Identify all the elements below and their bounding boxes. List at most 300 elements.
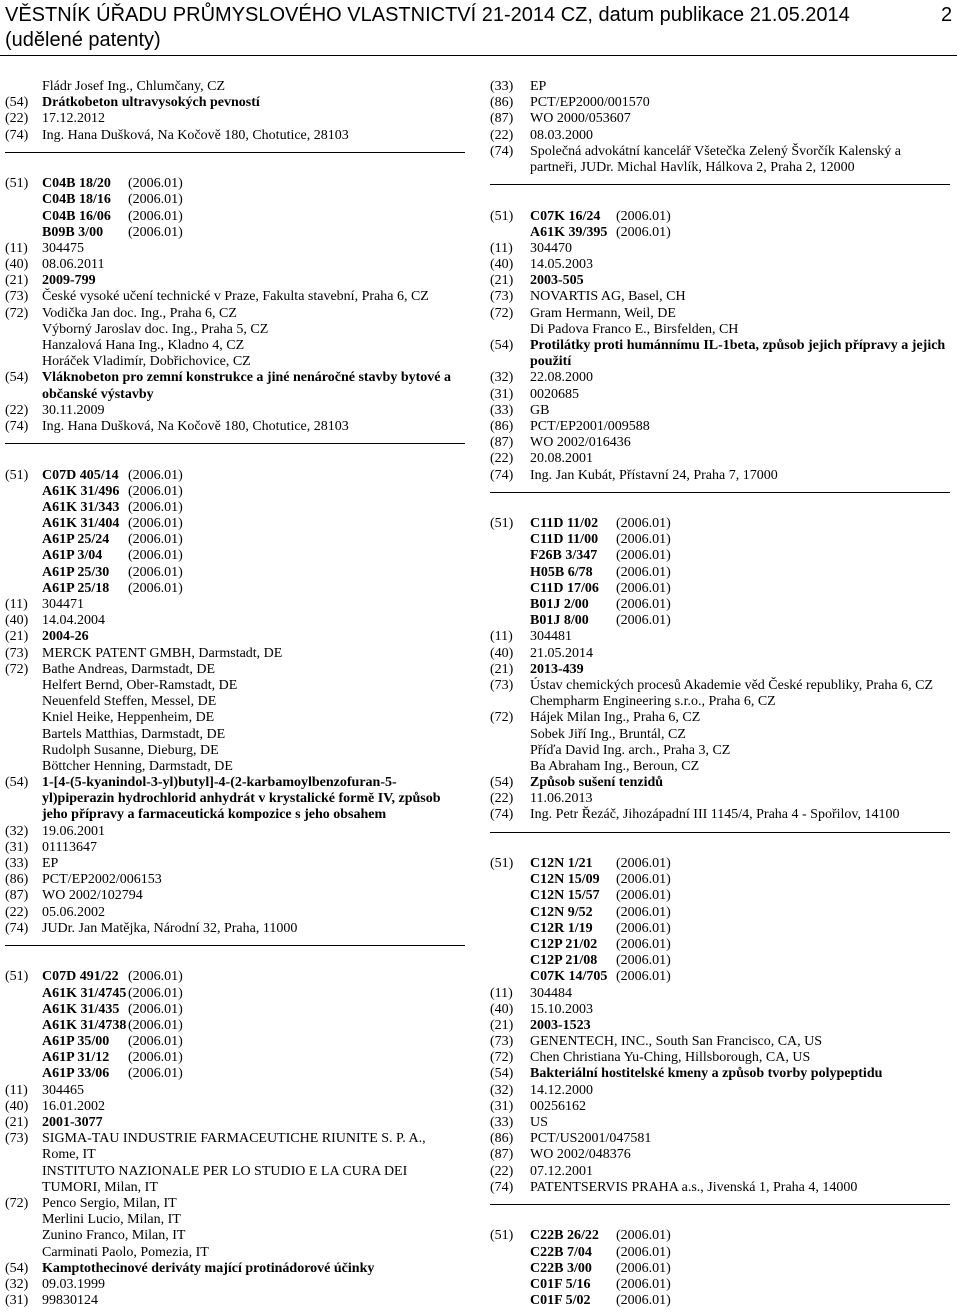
patent-number-text: 304484 bbox=[530, 985, 572, 1001]
ipc-classification-field bbox=[5, 468, 465, 598]
patent-number-field bbox=[490, 629, 950, 645]
priority-date-line bbox=[490, 370, 950, 386]
inid-code: (32) bbox=[490, 1082, 514, 1098]
filing-date-text: 11.06.2013 bbox=[530, 791, 593, 807]
representative-text: JUDr. Jan Matějka, Národní 32, Praha, 11000 bbox=[42, 920, 298, 936]
priority-country-field bbox=[490, 403, 950, 419]
patent-number-field bbox=[5, 597, 465, 613]
application-publication-date-field bbox=[490, 646, 950, 662]
ipc-classification-line bbox=[5, 516, 465, 532]
ipc-classification-line bbox=[5, 192, 465, 208]
ipc-classification-line bbox=[490, 969, 950, 985]
inventor-text: Chen Christiana Yu-Ching, Hillsborough, CA, US bbox=[530, 1050, 811, 1066]
ipc-classification-line bbox=[5, 1034, 465, 1050]
pct-publication-text: WO 2002/048376 bbox=[530, 1147, 631, 1163]
inid-code: (40) bbox=[490, 645, 514, 661]
application-number-field bbox=[5, 629, 465, 645]
ipc-classification-line bbox=[490, 1245, 950, 1261]
patent-owner-text: Ústav chemických procesů Akademie věd České republiky, Praha 6, CZ bbox=[530, 677, 934, 693]
continued-entry-field bbox=[5, 79, 465, 95]
continued-entry-line bbox=[5, 79, 465, 95]
ipc-classification-line bbox=[490, 209, 950, 225]
inid-code: (51) bbox=[490, 208, 514, 224]
inid-code: (51) bbox=[490, 1228, 514, 1244]
inid-code: (40) bbox=[490, 1001, 514, 1017]
application-publication-date-field bbox=[5, 613, 465, 629]
classification-version: (2006.01) bbox=[616, 888, 671, 904]
classification-symbol: A61K 31/4745 bbox=[42, 985, 127, 1001]
patent-number-field bbox=[490, 986, 950, 1002]
pct-publication-field bbox=[5, 888, 465, 904]
patent-number-line bbox=[490, 986, 950, 1002]
patent-owner-line bbox=[490, 694, 950, 710]
classification-symbol: C12P 21/08 bbox=[530, 953, 598, 969]
inventor-text: Hanzalová Hana Ing., Kladno 4, CZ bbox=[42, 338, 245, 354]
patent-entry bbox=[490, 79, 950, 176]
classification-symbol: C12N 15/09 bbox=[530, 872, 600, 888]
inid-code: (22) bbox=[490, 1163, 514, 1179]
pct-application-line bbox=[490, 419, 950, 435]
patent-owner-line bbox=[5, 289, 465, 305]
classification-symbol: A61P 35/00 bbox=[42, 1034, 110, 1050]
application-publication-date-line bbox=[5, 613, 465, 629]
patent-owner-field bbox=[5, 289, 465, 305]
ipc-classification-line bbox=[5, 1018, 465, 1034]
classification-symbol: A61K 31/404 bbox=[42, 516, 120, 532]
ipc-classification-line bbox=[5, 548, 465, 564]
inventor-line bbox=[5, 662, 465, 678]
inventor-text: Carminati Paolo, Pomezia, IT bbox=[42, 1244, 209, 1260]
classification-version: (2006.01) bbox=[616, 564, 671, 580]
application-number-text: 2001-3077 bbox=[42, 1115, 103, 1131]
patent-title-line bbox=[5, 1261, 465, 1277]
inventor-line bbox=[490, 743, 950, 759]
patent-owner-text: TUMORI, Milan, IT bbox=[42, 1179, 158, 1195]
filing-date-line bbox=[5, 905, 465, 921]
filing-date-field bbox=[490, 791, 950, 807]
inid-code: (74) bbox=[490, 807, 514, 823]
pct-publication-line bbox=[490, 111, 950, 127]
patent-number-line bbox=[490, 241, 950, 257]
classification-version: (2006.01) bbox=[616, 969, 671, 985]
ipc-classification-line bbox=[490, 856, 950, 872]
pct-application-line bbox=[490, 95, 950, 111]
inid-code: (86) bbox=[490, 95, 514, 111]
patent-title-field bbox=[5, 1261, 465, 1277]
application-number-line bbox=[5, 629, 465, 645]
filing-date-line bbox=[490, 128, 950, 144]
representative-text: PATENTSERVIS PRAHA a.s., Jivenská 1, Praha 4, 14000 bbox=[530, 1179, 858, 1195]
inid-code: (11) bbox=[490, 629, 513, 645]
ipc-classification-line bbox=[5, 484, 465, 500]
classification-version: (2006.01) bbox=[128, 467, 183, 483]
filing-date-line bbox=[490, 451, 950, 467]
patent-entry bbox=[490, 516, 950, 824]
application-number-text: 2004-26 bbox=[42, 629, 89, 645]
priority-number-field bbox=[490, 1099, 950, 1115]
patent-number-text: 304471 bbox=[42, 597, 84, 613]
inid-code: (31) bbox=[490, 1098, 514, 1114]
application-number-line bbox=[490, 662, 950, 678]
filing-date-line bbox=[490, 1164, 950, 1180]
inid-code: (74) bbox=[490, 1179, 514, 1195]
priority-date-text: 14.12.2000 bbox=[530, 1082, 593, 1098]
patent-title-field bbox=[5, 370, 465, 402]
inid-code: (51) bbox=[5, 467, 29, 483]
inid-code: (51) bbox=[5, 176, 29, 192]
classification-version: (2006.01) bbox=[616, 516, 671, 532]
classification-symbol: C12N 9/52 bbox=[530, 904, 593, 920]
representative-text: Společná advokátní kancelář Všetečka Zelený Švorčík Kalenský a bbox=[530, 143, 901, 159]
inid-code: (72) bbox=[5, 305, 29, 321]
patent-owner-text: GENENTECH, INC., South San Francisco, CA, US bbox=[530, 1034, 823, 1050]
classification-symbol: A61P 3/04 bbox=[42, 548, 103, 564]
ipc-classification-line bbox=[5, 1050, 465, 1066]
inid-code: (51) bbox=[490, 516, 514, 532]
filing-date-field bbox=[490, 451, 950, 467]
ipc-classification-field bbox=[490, 516, 950, 629]
classification-symbol: C01F 5/16 bbox=[530, 1276, 591, 1292]
patent-title-field bbox=[490, 338, 950, 370]
ipc-classification-line bbox=[5, 209, 465, 225]
inventor-line bbox=[5, 1196, 465, 1212]
inventor-text: Vodička Jan doc. Ing., Praha 6, CZ bbox=[42, 305, 237, 321]
classification-version: (2006.01) bbox=[128, 969, 183, 985]
patent-number-field bbox=[490, 241, 950, 257]
classification-version: (2006.01) bbox=[128, 483, 183, 499]
filing-date-text: 05.06.2002 bbox=[42, 904, 105, 920]
ipc-classification-line bbox=[490, 613, 950, 629]
patent-owner-field bbox=[490, 1034, 950, 1050]
right-column bbox=[490, 79, 950, 1309]
classification-version: (2006.01) bbox=[616, 224, 671, 240]
entry-separator-rule bbox=[490, 824, 950, 856]
classification-version: (2006.01) bbox=[128, 532, 183, 548]
patent-title-line bbox=[5, 370, 465, 386]
inid-code: (74) bbox=[5, 920, 29, 936]
classification-version: (2006.01) bbox=[128, 1050, 183, 1066]
patent-owner-line bbox=[490, 678, 950, 694]
patent-entry bbox=[490, 209, 950, 484]
classification-symbol: C12N 1/21 bbox=[530, 856, 593, 872]
priority-date-field bbox=[5, 1277, 465, 1293]
inid-code: (73) bbox=[490, 677, 514, 693]
patent-owner-line bbox=[490, 289, 950, 305]
inventor-text: Sobek Jiří Ing., Bruntál, CZ bbox=[530, 726, 686, 742]
representative-line bbox=[490, 807, 950, 823]
inventor-line bbox=[5, 322, 465, 338]
filing-date-field bbox=[490, 1164, 950, 1180]
application-publication-date-text: 16.01.2002 bbox=[42, 1098, 105, 1114]
classification-symbol: A61P 31/12 bbox=[42, 1050, 110, 1066]
inid-code: (11) bbox=[490, 985, 513, 1001]
inventor-field bbox=[5, 1196, 465, 1261]
patent-number-text: 304470 bbox=[530, 240, 572, 256]
inid-code: (11) bbox=[5, 1082, 28, 1098]
patent-title-line bbox=[5, 791, 465, 807]
ipc-classification-field bbox=[5, 969, 465, 1082]
inventor-text: Zunino Franco, Milan, IT bbox=[42, 1228, 186, 1244]
priority-country-line bbox=[490, 1115, 950, 1131]
classification-version: (2006.01) bbox=[616, 920, 671, 936]
continued-entry-text: Fládr Josef Ing., Chlumčany, CZ bbox=[42, 79, 226, 94]
inid-code: (87) bbox=[5, 888, 29, 904]
inid-code: (22) bbox=[490, 791, 514, 807]
patent-title-line bbox=[5, 775, 465, 791]
inid-code: (22) bbox=[5, 904, 29, 920]
application-publication-date-field bbox=[490, 257, 950, 273]
application-publication-date-text: 14.05.2003 bbox=[530, 257, 593, 273]
patent-title-text: Způsob sušení tenzidů bbox=[530, 775, 664, 791]
classification-version: (2006.01) bbox=[128, 192, 183, 208]
inid-code: (32) bbox=[490, 370, 514, 386]
page-number: 2 bbox=[941, 4, 953, 26]
inid-code: (54) bbox=[5, 775, 29, 791]
priority-number-text: 0020685 bbox=[530, 386, 579, 402]
inid-code: (51) bbox=[5, 969, 29, 985]
patent-title-line bbox=[5, 807, 465, 823]
patent-owner-line bbox=[5, 1131, 465, 1147]
ipc-classification-line bbox=[5, 468, 465, 484]
inid-code: (74) bbox=[490, 143, 514, 159]
inid-code: (73) bbox=[5, 1131, 29, 1147]
application-publication-date-field bbox=[5, 257, 465, 273]
patent-title-line bbox=[490, 775, 950, 791]
inid-code: (87) bbox=[490, 435, 514, 451]
patent-owner-text: NOVARTIS AG, Basel, CH bbox=[530, 289, 686, 305]
patent-title-line bbox=[490, 354, 950, 370]
patent-number-line bbox=[5, 241, 465, 257]
inventor-text: Hájek Milan Ing., Praha 6, CZ bbox=[530, 710, 701, 726]
priority-country-field bbox=[5, 856, 465, 872]
ipc-classification-line bbox=[490, 1277, 950, 1293]
ipc-classification-line bbox=[490, 905, 950, 921]
inventor-text: Výborný Jaroslav doc. Ing., Praha 5, CZ bbox=[42, 321, 269, 337]
classification-symbol: A61P 25/30 bbox=[42, 564, 110, 580]
ipc-classification-line bbox=[5, 532, 465, 548]
classification-symbol: C07D 405/14 bbox=[42, 467, 119, 483]
priority-date-line bbox=[5, 1277, 465, 1293]
application-publication-date-field bbox=[490, 1002, 950, 1018]
classification-version: (2006.01) bbox=[616, 613, 671, 629]
header-rule bbox=[0, 55, 957, 56]
priority-country-field bbox=[490, 1115, 950, 1131]
inventor-text: Kniel Heike, Heppenheim, DE bbox=[42, 710, 215, 726]
ipc-classification-line bbox=[490, 1228, 950, 1244]
inid-code: (33) bbox=[490, 1115, 514, 1131]
inid-code: (86) bbox=[490, 418, 514, 434]
inid-code: (40) bbox=[5, 257, 29, 273]
classification-symbol: A61K 31/343 bbox=[42, 499, 120, 515]
inid-code: (51) bbox=[490, 856, 514, 872]
priority-date-field bbox=[490, 1083, 950, 1099]
inid-code: (11) bbox=[490, 240, 513, 256]
classification-version: (2006.01) bbox=[128, 176, 183, 192]
application-number-field bbox=[5, 273, 465, 289]
inid-code: (33) bbox=[5, 856, 29, 872]
patent-owner-field bbox=[490, 678, 950, 710]
patent-entry bbox=[5, 969, 465, 1309]
classification-version: (2006.01) bbox=[128, 985, 183, 1001]
application-number-text: 2009-799 bbox=[42, 273, 96, 289]
inid-code: (86) bbox=[5, 872, 29, 888]
priority-country-line bbox=[5, 856, 465, 872]
classification-version: (2006.01) bbox=[616, 580, 671, 596]
inventor-line bbox=[5, 710, 465, 726]
priority-date-text: 09.03.1999 bbox=[42, 1276, 105, 1292]
inid-code: (54) bbox=[5, 95, 29, 111]
pct-application-text: PCT/EP2001/009588 bbox=[530, 418, 650, 434]
priority-number-line bbox=[490, 1099, 950, 1115]
filing-date-text: 20.08.2001 bbox=[530, 451, 593, 467]
ipc-classification-line bbox=[490, 516, 950, 532]
ipc-classification-line bbox=[5, 176, 465, 192]
representative-line bbox=[490, 1180, 950, 1196]
patent-title-line bbox=[490, 338, 950, 354]
inventor-line bbox=[5, 759, 465, 775]
application-publication-date-field bbox=[5, 1099, 465, 1115]
priority-country-text: EP bbox=[42, 856, 59, 872]
patent-owner-line bbox=[490, 1034, 950, 1050]
patent-entry bbox=[490, 1228, 950, 1309]
classification-symbol: C22B 26/22 bbox=[530, 1228, 599, 1244]
inventor-text: Gram Hermann, Weil, DE bbox=[530, 305, 676, 321]
inid-code: (74) bbox=[5, 127, 29, 143]
classification-symbol: A61P 25/24 bbox=[42, 532, 110, 548]
priority-country-text: GB bbox=[530, 402, 550, 418]
ipc-classification-line bbox=[5, 581, 465, 597]
inid-code: (32) bbox=[5, 823, 29, 839]
inid-code: (73) bbox=[5, 289, 29, 305]
priority-date-line bbox=[490, 1083, 950, 1099]
classification-symbol: H05B 6/78 bbox=[530, 564, 593, 580]
inventor-field bbox=[490, 710, 950, 775]
classification-version: (2006.01) bbox=[128, 224, 183, 240]
classification-version: (2006.01) bbox=[616, 548, 671, 564]
ipc-classification-field bbox=[5, 176, 465, 241]
classification-symbol: C22B 7/04 bbox=[530, 1244, 592, 1260]
representative-line bbox=[5, 419, 465, 435]
application-publication-date-line bbox=[490, 257, 950, 273]
classification-version: (2006.01) bbox=[128, 499, 183, 515]
bulletin-title: VĚSTNÍK ÚŘADU PRŮMYSLOVÉHO VLASTNICTVÍ 21-2014 CZ, datum publikace 21.05.2014 bbox=[5, 4, 850, 26]
inventor-text: Horáček Vladimír, Dobřichovice, CZ bbox=[42, 354, 251, 370]
filing-date-line bbox=[490, 791, 950, 807]
inid-code: (54) bbox=[490, 1066, 514, 1082]
patent-title-field bbox=[5, 775, 465, 824]
inid-code: (72) bbox=[5, 1195, 29, 1211]
inventor-line bbox=[5, 354, 465, 370]
patent-owner-field bbox=[5, 646, 465, 662]
inid-code: (74) bbox=[5, 418, 29, 434]
filing-date-field bbox=[5, 905, 465, 921]
patent-number-line bbox=[5, 597, 465, 613]
patent-title-text: 1-[4-(5-kyanindol-3-yl)butyl]-4-(2-karbamoylbenzofuran-5- bbox=[42, 775, 397, 791]
classification-symbol: B01J 8/00 bbox=[530, 613, 589, 629]
classification-symbol: B01J 2/00 bbox=[530, 597, 589, 613]
filing-date-text: 07.12.2001 bbox=[530, 1163, 593, 1179]
inid-code: (54) bbox=[5, 370, 29, 386]
priority-country-text: EP bbox=[530, 79, 547, 94]
inid-code: (21) bbox=[490, 1017, 514, 1033]
pct-publication-line bbox=[5, 888, 465, 904]
application-publication-date-text: 14.04.2004 bbox=[42, 613, 105, 629]
filing-date-line bbox=[5, 111, 465, 127]
inventor-line bbox=[5, 1212, 465, 1228]
priority-number-text: 99830124 bbox=[42, 1293, 98, 1309]
priority-number-line bbox=[5, 1293, 465, 1309]
inid-code: (33) bbox=[490, 402, 514, 418]
patent-entry bbox=[5, 79, 465, 144]
inventor-text: Ba Abraham Ing., Beroun, CZ bbox=[530, 758, 700, 774]
inid-code: (72) bbox=[490, 1050, 514, 1066]
patent-entry bbox=[5, 468, 465, 937]
inid-code: (54) bbox=[490, 338, 514, 354]
patent-title-text: občanské výstavby bbox=[42, 386, 154, 402]
inventor-field bbox=[5, 306, 465, 371]
inid-code: (40) bbox=[5, 613, 29, 629]
patent-title-line bbox=[490, 1066, 950, 1082]
inid-code: (31) bbox=[5, 1293, 29, 1309]
classification-symbol: A61K 31/4738 bbox=[42, 1017, 127, 1033]
inventor-line bbox=[490, 1050, 950, 1066]
inventor-field bbox=[490, 1050, 950, 1066]
classification-version: (2006.01) bbox=[128, 1034, 183, 1050]
patent-title-text: Protilátky proti humánnímu IL-1beta, způsob jejich přípravy a jejich bbox=[530, 338, 946, 354]
inventor-line bbox=[490, 727, 950, 743]
inid-code: (87) bbox=[490, 1147, 514, 1163]
ipc-classification-line bbox=[490, 937, 950, 953]
representative-field bbox=[490, 807, 950, 823]
inventor-line bbox=[5, 743, 465, 759]
patent-title-text: Bakteriální hostitelské kmeny a způsob tvorby polypeptidu bbox=[530, 1066, 883, 1082]
patent-title-text: yl)piperazin hydrochlorid anhydrát v krystalické formě IV, způsob bbox=[42, 791, 441, 807]
inid-code: (32) bbox=[5, 1276, 29, 1292]
application-publication-date-line bbox=[5, 1099, 465, 1115]
classification-version: (2006.01) bbox=[616, 1228, 671, 1244]
application-number-line bbox=[490, 273, 950, 289]
classification-version: (2006.01) bbox=[616, 936, 671, 952]
entry-separator-rule bbox=[490, 176, 950, 208]
ipc-classification-field bbox=[490, 209, 950, 241]
application-publication-date-line bbox=[490, 646, 950, 662]
pct-publication-text: WO 2002/102794 bbox=[42, 888, 143, 904]
representative-text: Ing. Hana Dušková, Na Kočově 180, Chotutice, 28103 bbox=[42, 418, 349, 434]
inid-code: (54) bbox=[490, 775, 514, 791]
application-number-field bbox=[490, 662, 950, 678]
classification-symbol: C01F 5/02 bbox=[530, 1293, 591, 1309]
classification-version: (2006.01) bbox=[616, 872, 671, 888]
ipc-classification-line bbox=[490, 921, 950, 937]
priority-number-text: 00256162 bbox=[530, 1098, 586, 1114]
inid-code: (31) bbox=[490, 386, 514, 402]
entry-separator-rule bbox=[490, 1196, 950, 1228]
pct-publication-field bbox=[490, 1147, 950, 1163]
priority-number-text: 01113647 bbox=[42, 839, 97, 855]
left-column bbox=[5, 79, 465, 1309]
pct-application-text: PCT/US2001/047581 bbox=[530, 1131, 652, 1147]
classification-version: (2006.01) bbox=[616, 597, 671, 613]
inid-code: (72) bbox=[5, 661, 29, 677]
representative-text: Ing. Petr Řezáč, Jihozápadní III 1145/4, Praha 4 - Spořilov, 14100 bbox=[530, 807, 900, 823]
classification-version: (2006.01) bbox=[616, 856, 671, 872]
inventor-line bbox=[5, 306, 465, 322]
inid-code: (40) bbox=[5, 1098, 29, 1114]
patent-title-text: Kamptothecinové deriváty mající protinádorové účinky bbox=[42, 1260, 375, 1276]
classification-symbol: C04B 18/20 bbox=[42, 176, 111, 192]
application-number-field bbox=[5, 1115, 465, 1131]
classification-version: (2006.01) bbox=[128, 1066, 183, 1082]
